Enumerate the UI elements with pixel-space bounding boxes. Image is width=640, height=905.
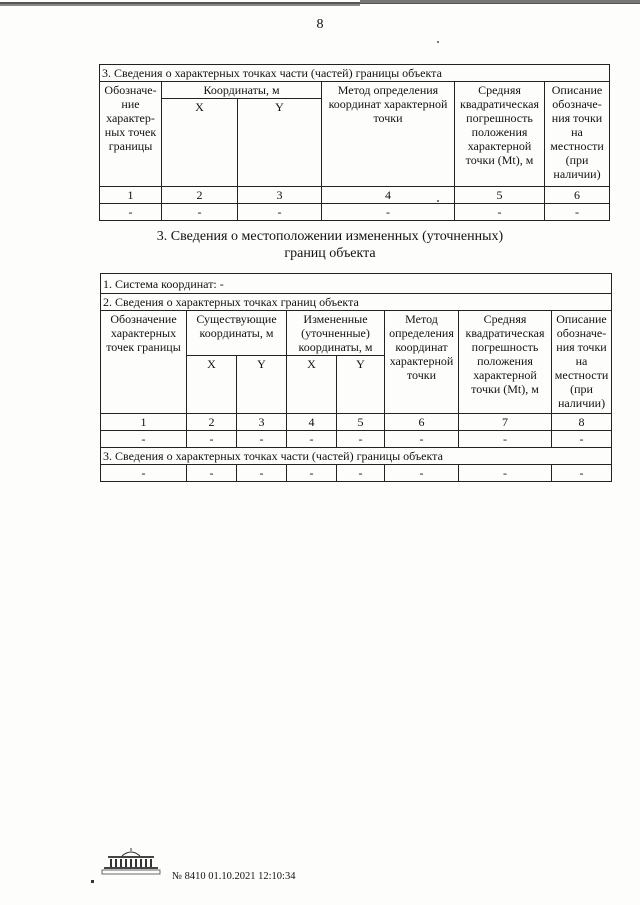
- scan-dot: [437, 41, 439, 43]
- header-x: X: [162, 99, 238, 187]
- header-x: X: [287, 356, 337, 414]
- header-y: Y: [237, 356, 287, 414]
- scan-dot: [437, 200, 439, 202]
- registration-stamp: № 8410 01.10.2021 12:10:34: [172, 871, 296, 882]
- table-row: [101, 414, 612, 431]
- header-method: Метод определения координат характерной точки: [322, 82, 455, 187]
- heading-line-2: границ объекта: [284, 246, 376, 261]
- table-row: [100, 187, 610, 204]
- section-title: 3. Сведения о характерных точках части (частей) границы объекта: [101, 448, 612, 465]
- table-part-boundary-points: [99, 64, 610, 221]
- column-number: 7: [459, 414, 552, 431]
- column-number: 3: [238, 187, 322, 204]
- header-existing-coordinates: Существующие координаты, м: [187, 311, 287, 356]
- scan-artifact-bar: [0, 0, 640, 8]
- header-method: Метод определения координат характерной точки: [385, 311, 459, 414]
- empty-cell: -: [552, 465, 612, 482]
- column-number: 6: [385, 414, 459, 431]
- table-row: [100, 204, 610, 221]
- header-coordinates: Координаты, м: [162, 82, 322, 99]
- column-number: 2: [187, 414, 237, 431]
- header-description: Описание обозначе-ния точки на местности (при наличии): [552, 311, 612, 414]
- column-number: 5: [337, 414, 385, 431]
- header-error: Средняя квадратическая погрешность положения характерной точки (Mt), м: [455, 82, 545, 187]
- column-number: 2: [162, 187, 238, 204]
- table-row: [101, 431, 612, 448]
- column-number: 6: [545, 187, 610, 204]
- section-heading: [110, 228, 550, 262]
- heading-line-1: 3. Сведения о местоположении измененных (уточненных): [156, 229, 504, 244]
- page-number: 8: [316, 17, 324, 32]
- table-row: [101, 465, 612, 482]
- column-number: 8: [552, 414, 612, 431]
- empty-cell: -: [545, 204, 610, 221]
- empty-cell: -: [287, 431, 337, 448]
- column-number: 3: [237, 414, 287, 431]
- header-error: Средняя квадратическая погрешность положения характерной точки (Mt), м: [459, 311, 552, 414]
- empty-cell: -: [337, 431, 385, 448]
- column-number: 1: [101, 414, 187, 431]
- empty-cell: -: [237, 465, 287, 482]
- scan-dot: [91, 880, 94, 883]
- header-y: Y: [238, 99, 322, 187]
- column-number: 1: [100, 187, 162, 204]
- empty-cell: -: [287, 465, 337, 482]
- column-number: 4: [322, 187, 455, 204]
- empty-cell: -: [385, 431, 459, 448]
- header-point-label: Обозначе-ние характер-ных точек границы: [100, 82, 162, 187]
- empty-cell: -: [322, 204, 455, 221]
- empty-cell: -: [162, 204, 238, 221]
- coordinate-system: 1. Система координат: -: [101, 274, 612, 294]
- empty-cell: -: [337, 465, 385, 482]
- empty-cell: -: [238, 204, 322, 221]
- empty-cell: -: [455, 204, 545, 221]
- column-number: 4: [287, 414, 337, 431]
- empty-cell: -: [187, 431, 237, 448]
- empty-cell: -: [237, 431, 287, 448]
- empty-cell: -: [101, 431, 187, 448]
- section-title: 3. Сведения о характерных точках части (частей) границы объекта: [100, 65, 610, 82]
- header-description: Описание обозначе-ния точки на местности (при наличии): [545, 82, 610, 187]
- registry-building-logo: [100, 847, 162, 875]
- table-changed-boundary: [100, 273, 612, 482]
- header-point-label: Обозначение характерных точек границы: [101, 311, 187, 414]
- empty-cell: -: [459, 465, 552, 482]
- header-changed-coordinates: Измененные (уточненные) координаты, м: [287, 311, 385, 356]
- section-title: 2. Сведения о характерных точках границ объекта: [101, 294, 612, 311]
- empty-cell: -: [101, 465, 187, 482]
- empty-cell: -: [459, 431, 552, 448]
- empty-cell: -: [100, 204, 162, 221]
- empty-cell: -: [385, 465, 459, 482]
- header-y: Y: [337, 356, 385, 414]
- empty-cell: -: [552, 431, 612, 448]
- empty-cell: -: [187, 465, 237, 482]
- column-number: 5: [455, 187, 545, 204]
- header-x: X: [187, 356, 237, 414]
